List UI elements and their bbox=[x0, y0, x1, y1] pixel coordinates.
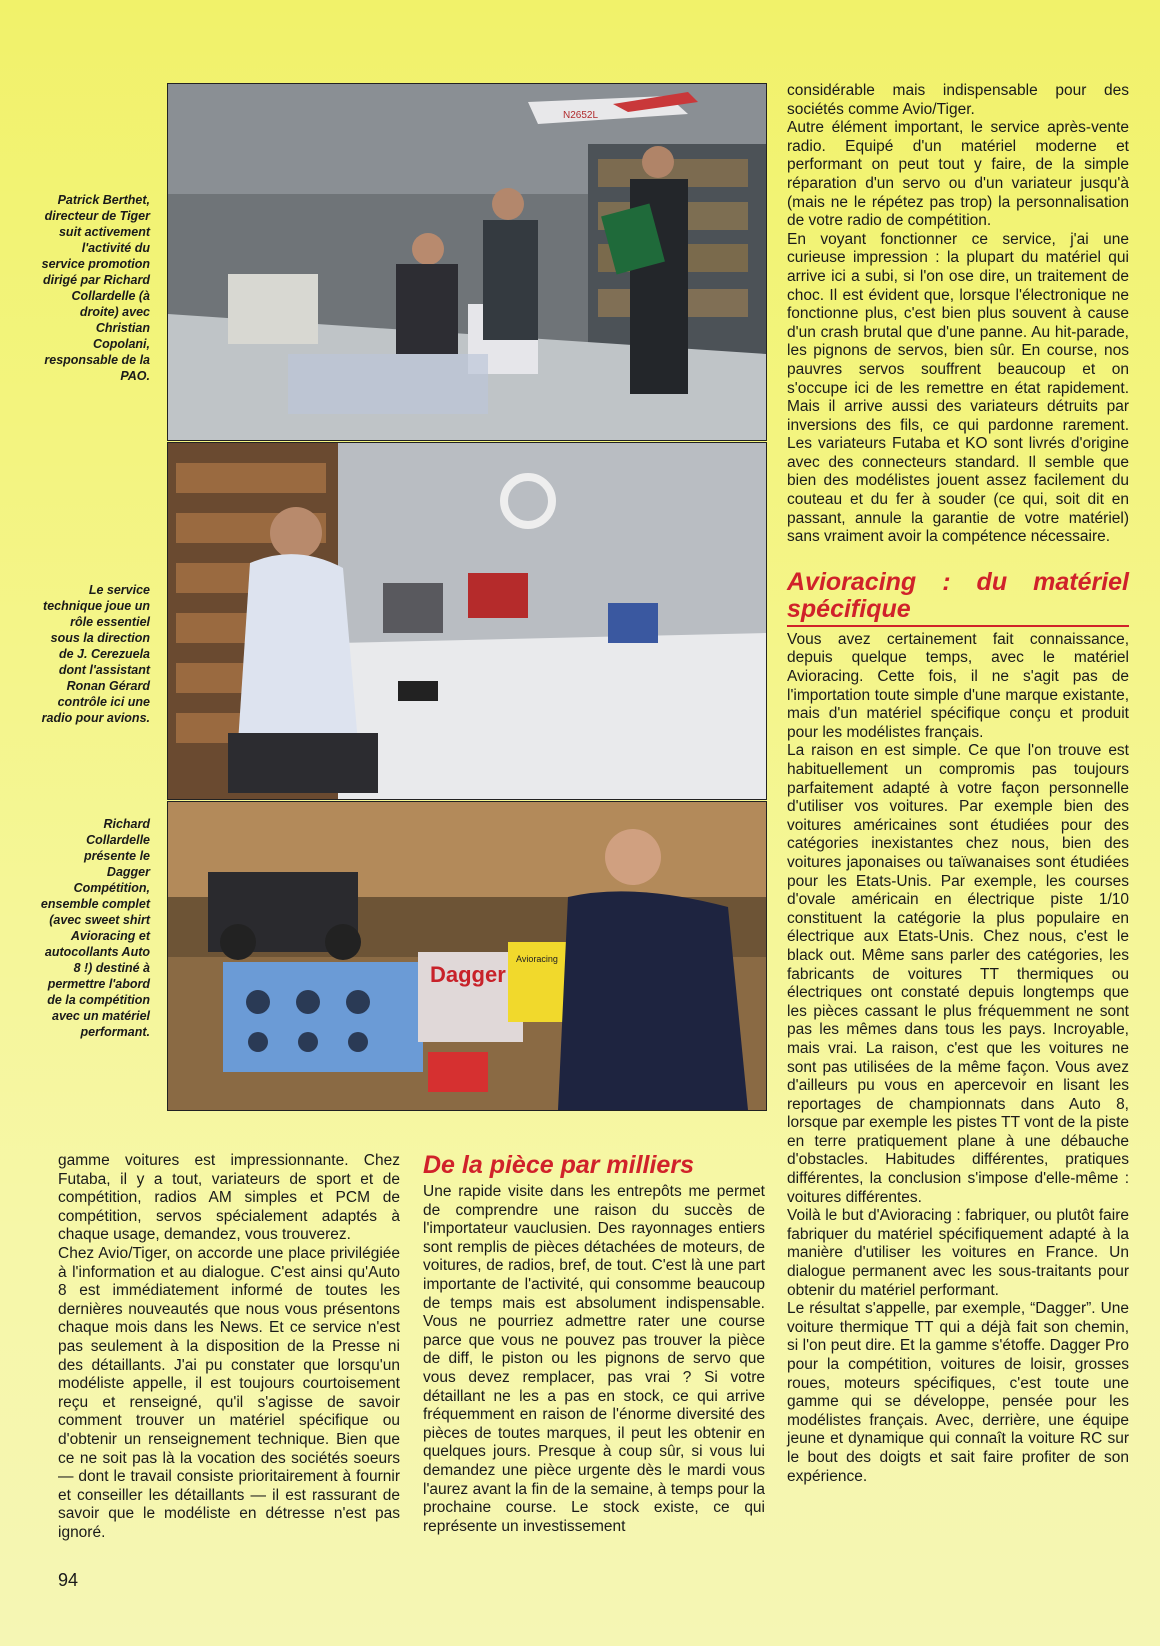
photo-tech-service bbox=[167, 442, 767, 800]
paragraph: Autre élément important, le service après-vente radio. Equipé d'un matériel moderne et performant on peut tout y faire, de la simple réparation d'un servo ou d'un variateur jusqu'à (mais ne le répétez pas trop) la personnalisation de votre radio de compétition. bbox=[787, 119, 1129, 230]
paragraph: La raison en est simple. Ce que l'on trouve est habituellement un compromis pas toujours parfaitement adapté à votre façon personnelle d'utiliser vos voitures. Par exemple bien des voitures américaines sont étudiées pour des catégories inexistantes chez nous, bien des voitures japonaises ou taïwanaises sont étudiées pour les Etats-Unis. Par exemple, les courses d'ovale américain en électrique piste 1/10 constituent la catégorie la plus populaire en électrique aux Etats-Unis. Chez nous, c'est le black out. Même sans parler des catégories, les fabricants de voitures TT thermiques ou électriques ont constaté depuis longtemps que les pièces cassant le plus fréquemment ne sont pas les mêmes dans tous les pays. Incroyable, mais vrai. La raison, c'est que les voitures ne sont pas utilisées de la même façon. Vous avez d'ailleurs pu vous en apercevoir en lisant les reportages de championnats dans Auto 8, lorsque par exemple les pistes TT vont de la piste en terre pratiquement plane à une débauche d'obstacles. Habitudes différentes, pratiques différentes, la conclusion s'impose d'elle-même : voitures différentes. bbox=[787, 742, 1129, 1206]
section-heading-avioracing: Avioracing : du matériel spécifique bbox=[787, 569, 1129, 627]
photo-caption-2: Le service technique joue un rôle essentiel sous la direction de J. Cerezuela dont l'assistant Ronan Gérard contrôle ici une radio pour avions. bbox=[41, 583, 150, 725]
paragraph: Le résultat s'appelle, par exemple, “Dagger”. Une voiture thermique TT qui a déjà fait son chemin, si l'on peut dire. Et la gamme s'étoffe. Dagger Pro pour la compétition, voitures de loisir, grosses roues, moteurs spécifiques, c'est toute une gamme qui se développe, pensée pour les modélistes français. Avec, derrière, une équipe jeune et dynamique qui connaît la voiture RC sur le bout des doigts et sait faire profiter de son expérience. bbox=[787, 1300, 1129, 1485]
paragraph: Vous avez certainement fait connaissance, depuis quelque temps, avec le matériel Avioracing. Cette fois, il ne s'agit pas de l'importation toute simple d'une marque existante, mais d'un matériel spécifique conçu et produit pour les modélistes français. bbox=[787, 630, 1129, 741]
photo-caption-3: Richard Collardelle présente le Dagger Compétition, ensemble complet (avec sweet shirt Avioracing et autocollants Auto 8 !) destiné à permettre l'abord de la compétition avec un matériel performant. bbox=[40, 817, 150, 1039]
paragraph: Chez Avio/Tiger, on accorde une place privilégiée à l'information et au dialogue. C'est ainsi qu'Auto 8 est immédiatement informé de toutes les dernières nouveautés que nous vous présentons chaque mois dans les News. Et ce service n'est pas seulement à la disposition de la Presse ni des détaillants. J'ai pu constater que lorsqu'un modéliste appelle, il est toujours courtoisement reçu et renseigné, qu'il s'agisse de savoir comment trouver un matériel spécifique ou d'obtenir un renseignement technique. Bien que ce ne soit pas là la vocation des sociétés soeurs — dont le travail consiste prioritairement à fournir et conseiller les détaillants — il est rassurant de savoir que le modéliste en détresse n'est pas ignoré. bbox=[58, 1244, 400, 1541]
photo-caption-1: Patrick Berthet, directeur de Tiger suit activement l'activité du service promotion dirigé par Richard Collardelle (à droite) avec Christian Copolani, responsable de la PAO. bbox=[41, 193, 150, 383]
paragraph: considérable mais indispensable pour des sociétés comme Avio/Tiger. bbox=[787, 82, 1129, 118]
dagger-box-label: Dagger bbox=[430, 962, 506, 987]
paragraph: gamme voitures est impressionnante. Chez Futaba, il y a tout, variateurs de sport et de compétition, radios AM simples et PCM de compétition, servos spécialement adaptés à chaque usage, demandez, vous trouverez. bbox=[58, 1152, 400, 1244]
photo-dagger bbox=[167, 801, 767, 1111]
plane-label: N2652L bbox=[563, 110, 599, 121]
column-left bbox=[58, 1152, 400, 1542]
paragraph: En voyant fonctionner ce service, j'ai une curieuse impression : la plupart du matériel qui arrive ici a subi, si l'on ose dire, un traitement de choc. Il est évident que, lorsque l'électronique ne fonctionne plus, c'est bien plus souvent à cause d'un crash brutal que d'une panne. Au hit-parade, les pignons de servos, bien sûr. En course, nos pauvres servos souffrent beaucoup et on s'occupe ici de les remettre en état rapidement. Mais il arrive aussi des variateurs détruits par inversions des fils, ce qui pardonne rarement. Les variateurs Futaba et KO sont livrés d'origine avec des connecteurs standard. Il semble que bien des modélistes jouent assez facilement du couteau et du fer à souder (ce qui, soit dit en passant, annule la garantie de votre matériel) sans vraiment avoir la compétence nécessaire. bbox=[787, 230, 1129, 546]
photo-office bbox=[167, 83, 767, 441]
paragraph: Une rapide visite dans les entrepôts me permet de comprendre une raison du succès de l'importateur vauclusien. Des rayonnages entiers sont remplis de pièces détachées de moteurs, de voitures, de radios, bref, de tout. C'est là une part importante de l'activité, qui consomme beaucoup de temps mais est absolument indispensable. Vous ne pourriez admettre rater une course parce que vous ne pouvez pas trouver la pièce de diff, le piston ou les pignons de servo que vous devez remplacer, pas vrai ? Si votre détaillant ne les a pas en stock, ce qui arrive fréquemment en raison de l'énorme diversité des pièces de toutes marques, il peut les obtenir en quelques jours. Presque à coup sûr, si vous lui demandez une pièce urgente dès le mardi vous l'aurez avant la fin de la semaine, à temps pour la prochaine course. Le stock existe, ce qui représente un investissement bbox=[423, 1183, 765, 1535]
paragraph: Voilà le but d'Avioracing : fabriquer, ou plutôt faire fabriquer du matériel spécifiquement adapté à la manière d'utiliser les voitures en France. Un dialogue permanent avec les sous-traitants pour obtenir du matériel performant. bbox=[787, 1207, 1129, 1299]
column-right bbox=[787, 82, 1129, 1486]
page-number: 94 bbox=[58, 1570, 79, 1590]
shirt-label: Avioracing bbox=[516, 954, 558, 964]
section-heading-pieces: De la pièce par milliers bbox=[423, 1151, 694, 1179]
column-middle bbox=[423, 1152, 765, 1536]
